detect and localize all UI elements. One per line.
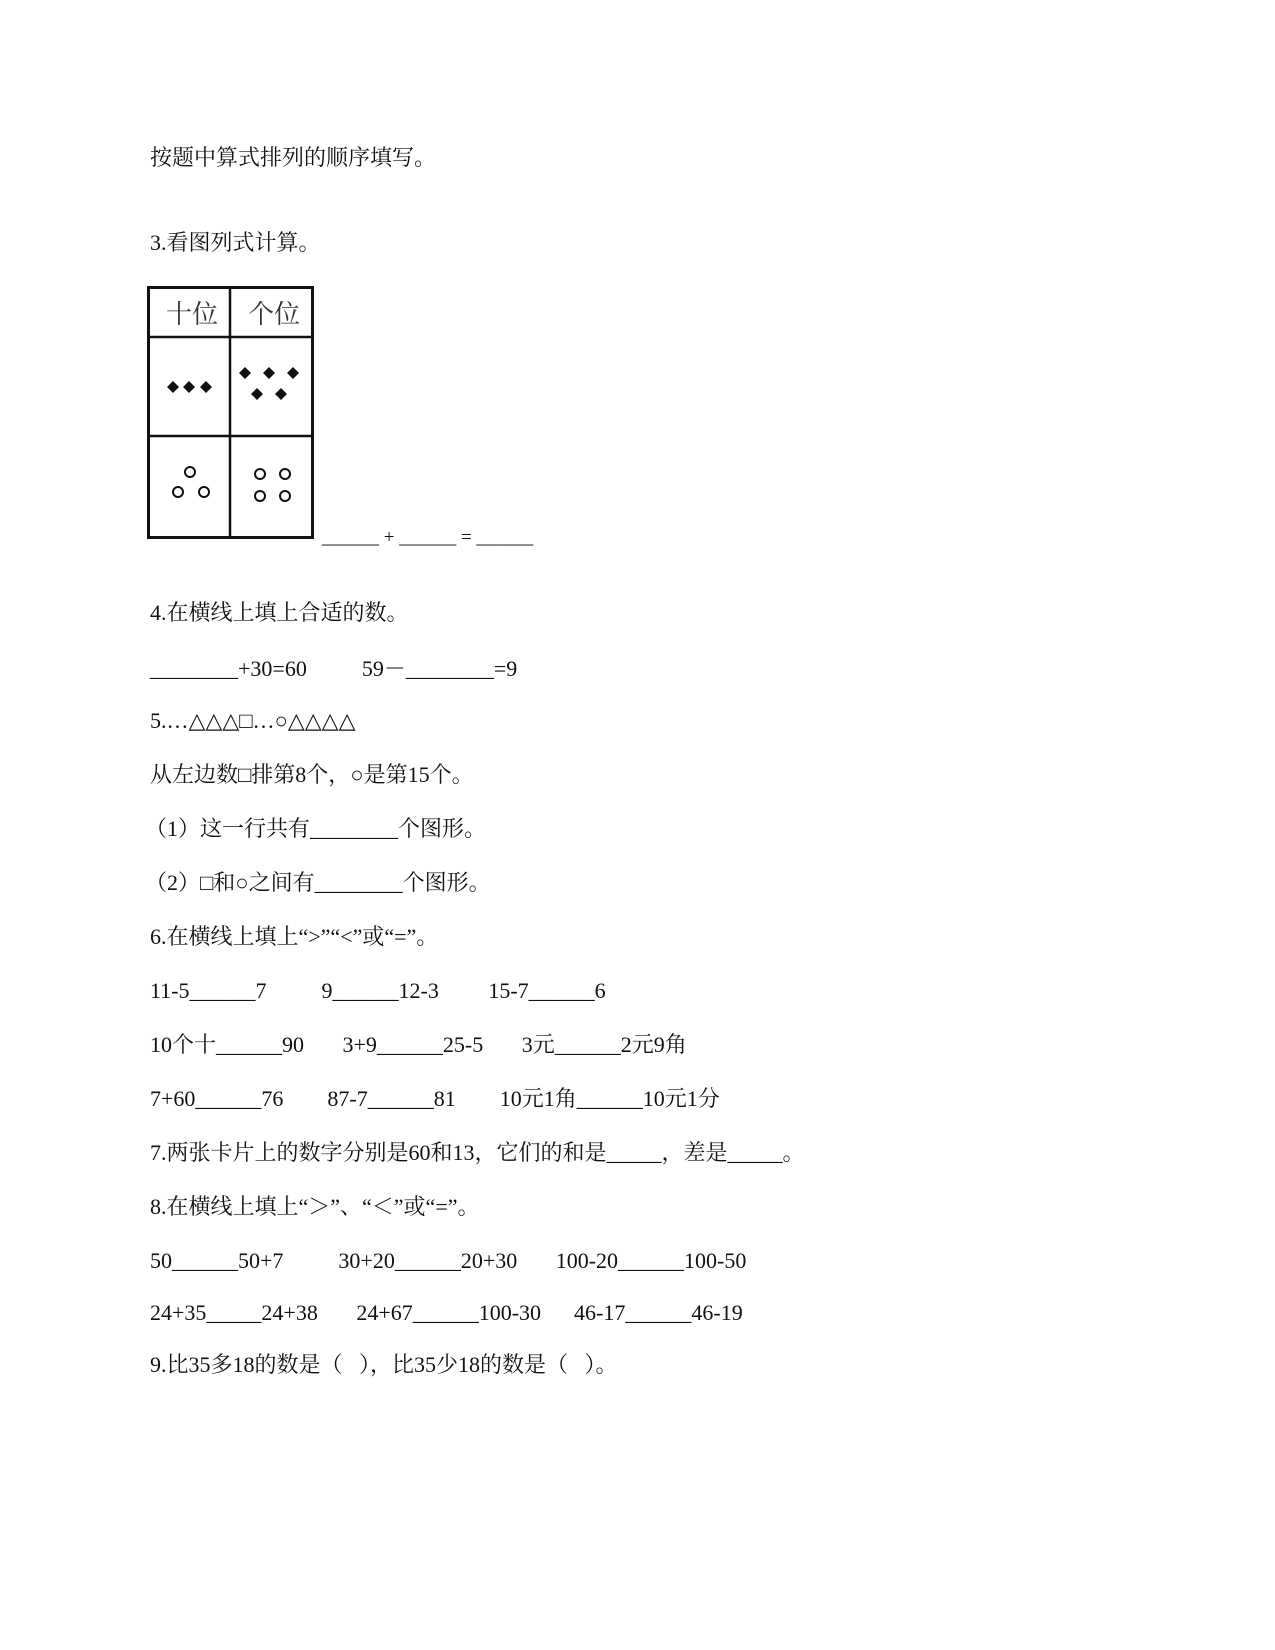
- tens-hollow-circles: [173, 467, 209, 497]
- ones-hollow-circles: [255, 469, 290, 501]
- q3-equation: ______ + ______ = ______: [322, 527, 534, 548]
- q4-line: ________+30=60 59－________=9: [150, 656, 518, 681]
- q6-row-2: 10个十______90 3+9______25-5 3元______2元9角: [150, 1032, 687, 1057]
- q4-title: 4.在横线上填上合适的数。: [150, 600, 409, 625]
- q8-row-1: 50______50+7 30+20______20+30 100-20______100-50: [150, 1248, 747, 1273]
- q6-title: 6.在横线上填上“>”“<”或“=”。: [150, 924, 439, 949]
- q9-text: 9.比35多18的数是（ ），比35少18的数是（ ）。: [150, 1352, 618, 1377]
- q5-sequence: 5.…△△△□…○△△△△: [150, 708, 356, 733]
- q5-sub1: （1）这一行共有________个图形。: [145, 816, 487, 841]
- table-header-tens: 十位: [166, 300, 219, 329]
- q5-sub2: （2）□和○之间有________个图形。: [145, 870, 491, 895]
- q6-row-3: 7+60______76 87-7______81 10元1角______10元1分: [150, 1086, 720, 1111]
- q5-statement: 从左边数□排第8个，○是第15个。: [150, 762, 474, 787]
- table-header-ones: 个位: [248, 300, 301, 329]
- tens-solid-dots: [167, 381, 212, 393]
- ones-solid-dots: [239, 367, 299, 400]
- q6-row-1: 11-5______7 9______12-3 15-7______6: [150, 978, 606, 1003]
- q8-title: 8.在横线上填上“＞”、“＜”或“=”。: [150, 1194, 480, 1219]
- q8-row-2: 24+35_____24+38 24+67______100-30 46-17______46-19: [150, 1300, 743, 1325]
- instruction-note: 按题中算式排列的顺序填写。: [150, 145, 437, 170]
- q7-text: 7.两张卡片上的数字分别是60和13，它们的和是_____，差是_____。: [150, 1140, 805, 1165]
- q3-title: 3.看图列式计算。: [150, 230, 321, 255]
